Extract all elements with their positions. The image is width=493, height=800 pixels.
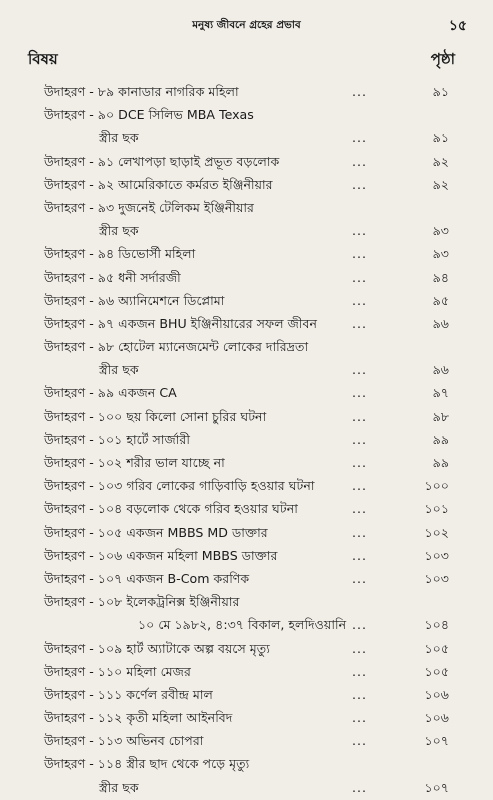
- contents-entry: [0, 521, 493, 544]
- leader-dots: ...: [352, 431, 368, 447]
- entry-text: উদাহরণ - ৯৮ হোটেল ম্যানেজমেন্ট লোকের দারিদ্রতা: [44, 339, 309, 355]
- entry-page-number: ১০৩: [424, 547, 449, 563]
- entry-text: উদাহরণ - ১০৯ হার্ট অ্যাটাকে অল্প বয়সে মৃত্যু: [44, 640, 270, 656]
- leader-dots: ...: [352, 733, 368, 749]
- contents-entry: [0, 335, 493, 358]
- entry-text: উদাহরণ - ৯৬ অ্যানিমেশনে ডিপ্লোমা: [44, 292, 225, 308]
- leader-dots: ...: [352, 501, 368, 517]
- contents-entry: [0, 752, 493, 775]
- contents-entry: [0, 312, 493, 335]
- entry-page-number: ৯২: [432, 153, 449, 169]
- running-title: মনুষ্য জীবনে গ্রহের প্রভাব: [192, 19, 301, 31]
- leader-dots: ...: [352, 617, 368, 633]
- leader-dots: ...: [352, 478, 368, 494]
- entry-text: উদাহরণ - ৯৫ ধনী সর্দারজী: [44, 269, 181, 285]
- leader-dots: ...: [352, 570, 368, 586]
- entry-text: উদাহরণ - ১১২ কৃতী মহিলা আইনবিদ: [44, 710, 233, 726]
- entry-text: স্ত্রীর ছক: [99, 362, 139, 378]
- contents-entry: [0, 567, 493, 590]
- entry-page-number: ৯৫: [432, 292, 449, 308]
- entry-page-number: ১০৭: [424, 779, 449, 795]
- contents-entry: [0, 358, 493, 381]
- entry-page-number: ৯৩: [432, 246, 449, 262]
- contents-entry: [0, 219, 493, 242]
- leader-dots: ...: [352, 84, 368, 99]
- entry-text: উদাহরণ - ৯১ লেখাপড়া ছাড়াই প্রভূত বড়লোক: [44, 153, 280, 169]
- entry-page-number: ১০৫: [424, 640, 449, 656]
- contents-entry: [0, 497, 493, 520]
- entry-text: উদাহরণ - ৯০ DCE সিলিভ MBA Texas: [44, 107, 254, 123]
- leader-dots: ...: [352, 547, 368, 563]
- entry-text: স্ত্রীর ছক: [99, 223, 139, 239]
- entry-text: উদাহরণ - ১০২ শরীর ভাল যাচ্ছে না: [44, 455, 225, 470]
- contents-entry: [0, 729, 493, 752]
- entry-text: উদাহরণ - ১১৪ স্ত্রীর ছাদ থেকে পড়ে মৃত্যু: [44, 756, 250, 772]
- leader-dots: ...: [352, 315, 368, 331]
- leader-dots: ...: [352, 663, 368, 679]
- entry-text: উদাহরণ - ৯৯ একজন CA: [44, 385, 177, 401]
- leader-dots: ...: [352, 269, 368, 285]
- entry-page-number: ৯৩: [432, 223, 449, 239]
- contents-entry: [0, 544, 493, 567]
- contents-entry: [0, 80, 493, 103]
- leader-dots: ...: [352, 130, 368, 146]
- entry-text: উদাহরণ - ১০০ ছয় কিলো সোনা চুরির ঘটনা: [44, 408, 267, 424]
- entry-text: উদাহরণ - ৮৯ কানাডার নাগরিক মহিলা: [44, 84, 239, 99]
- page-column-heading: পৃষ্ঠা: [430, 50, 455, 68]
- leader-dots: ...: [352, 246, 368, 262]
- entry-page-number: ১০১: [424, 501, 449, 517]
- entry-text: উদাহরণ - ১০৩ গরিব লোকের গাড়িবাড়ি হওয়ার ঘটনা: [44, 478, 315, 494]
- entry-text: ১০ মে ১৯৮২, ৪:৩৭ বিকাল, হলদিওয়ানি: [138, 617, 347, 633]
- entry-page-number: ১০৩: [424, 570, 449, 586]
- leader-dots: ...: [352, 640, 368, 656]
- entry-text: উদাহরণ - ১০৪ বড়লোক থেকে গরিব হওয়ার ঘটনা: [44, 501, 298, 517]
- entry-page-number: ১০০: [424, 478, 449, 494]
- entry-page-number: ৯২: [432, 176, 449, 192]
- entry-text: উদাহরণ - ১০৫ একজন MBBS MD ডাক্তার: [44, 524, 268, 540]
- page-number: ১৫: [448, 18, 467, 34]
- entry-page-number: ৯৪: [432, 269, 449, 285]
- contents-entry: [0, 266, 493, 289]
- contents-entry: [0, 242, 493, 265]
- entry-text: স্ত্রীর ছক: [99, 130, 139, 146]
- entry-page-number: ৯৯: [432, 455, 449, 470]
- leader-dots: ...: [352, 408, 368, 424]
- entry-text: উদাহরণ - ৯৭ একজন BHU ইঞ্জিনীয়ারের সফল জীবন: [44, 315, 317, 331]
- leader-dots: ...: [352, 362, 368, 378]
- contents-entry: [0, 126, 493, 149]
- entry-page-number: ৯১: [432, 84, 449, 99]
- entry-page-number: ৯১: [432, 130, 449, 146]
- contents-entry: [0, 474, 493, 497]
- contents-entry: [0, 660, 493, 683]
- entry-page-number: ১০৪: [424, 617, 449, 633]
- entry-page-number: ৯৯: [432, 431, 449, 447]
- leader-dots: ...: [352, 153, 368, 169]
- leader-dots: ...: [352, 385, 368, 401]
- contents-entry: [0, 706, 493, 729]
- leader-dots: ...: [352, 292, 368, 308]
- contents-list: [0, 80, 493, 799]
- leader-dots: ...: [352, 223, 368, 239]
- subject-column-heading: বিষয়: [28, 50, 58, 68]
- contents-entry: [0, 613, 493, 636]
- contents-entry: [0, 405, 493, 428]
- leader-dots: ...: [352, 779, 368, 795]
- entry-page-number: ৯৮: [432, 408, 449, 424]
- leader-dots: ...: [352, 710, 368, 726]
- contents-entry: [0, 590, 493, 613]
- entry-page-number: ৯৬: [432, 315, 449, 331]
- leader-dots: ...: [352, 455, 368, 470]
- contents-entry: [0, 103, 493, 126]
- entry-page-number: ১০৭: [424, 733, 449, 749]
- contents-entry: [0, 173, 493, 196]
- contents-entry: [0, 776, 493, 799]
- entry-text: উদাহরণ - ১১১ কর্ণেল রবীন্দ্র মাল: [44, 686, 213, 702]
- entry-page-number: ১০২: [424, 524, 449, 540]
- entry-text: উদাহরণ - ৯৪ ডিভোর্সী মহিলা: [44, 246, 196, 262]
- contents-entry: [0, 150, 493, 173]
- entry-text: উদাহরণ - ১০১ হার্টে সার্জারী: [44, 431, 190, 447]
- entry-page-number: ১০৬: [424, 710, 449, 726]
- entry-text: উদাহরণ - ১১৩ অভিনব চোপরা: [44, 733, 204, 749]
- entry-text: উদাহরণ - ১০৭ একজন B-Com করণিক: [44, 570, 250, 586]
- contents-entry: [0, 289, 493, 312]
- entry-page-number: ৯৭: [432, 385, 449, 401]
- contents-entry: [0, 637, 493, 660]
- entry-text: উদাহরণ - ৯৩ দুজনেই টেলিকম ইঞ্জিনীয়ার: [44, 199, 254, 215]
- leader-dots: ...: [352, 524, 368, 540]
- entry-text: উদাহরণ - ১১০ মহিলা মেজর: [44, 663, 191, 679]
- leader-dots: ...: [352, 686, 368, 702]
- entry-page-number: ১০৫: [424, 663, 449, 679]
- leader-dots: ...: [352, 176, 368, 192]
- entry-text: উদাহরণ - ৯২ আমেরিকাতে কর্মরত ইঞ্জিনীয়ার: [44, 176, 273, 192]
- contents-entry: [0, 683, 493, 706]
- contents-entry: [0, 196, 493, 219]
- contents-entry: [0, 451, 493, 474]
- entry-page-number: ১০৬: [424, 686, 449, 702]
- entry-text: উদাহরণ - ১০৮ ইলেকট্রনিক্স ইঞ্জিনীয়ার: [44, 594, 240, 610]
- contents-entry: [0, 428, 493, 451]
- entry-text: স্ত্রীর ছক: [99, 779, 139, 795]
- contents-entry: [0, 381, 493, 404]
- entry-text: উদাহরণ - ১০৬ একজন মহিলা MBBS ডাক্তার: [44, 547, 278, 563]
- entry-page-number: ৯৬: [432, 362, 449, 378]
